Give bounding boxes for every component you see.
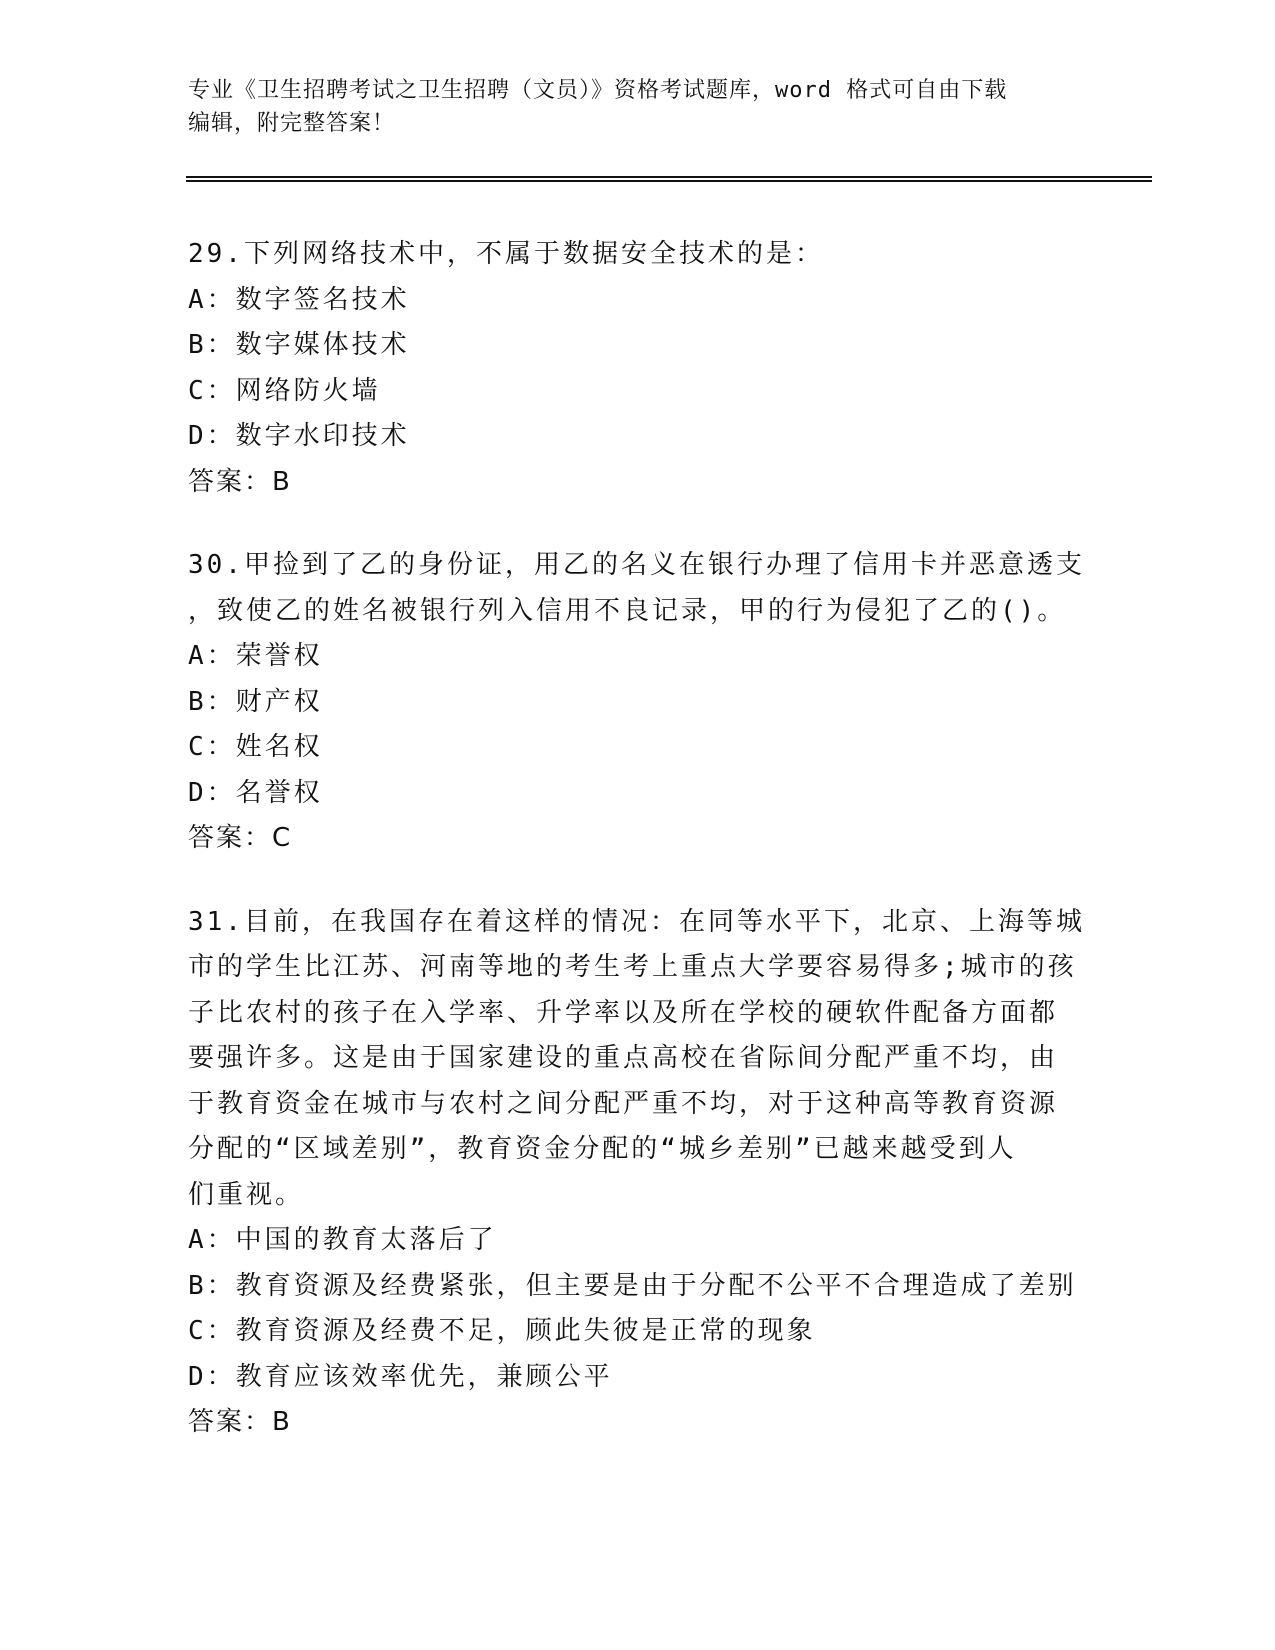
answer-label: 答案：B: [188, 1407, 292, 1437]
question-29: [188, 232, 1088, 505]
option-b: B：数字媒体技术: [188, 330, 410, 360]
option-a: A：数字签名技术: [188, 284, 410, 315]
option-c: C：网络防火墙: [188, 375, 381, 406]
question-31: [188, 900, 1088, 1446]
question-stem-line: 于教育资金在城市与农村之间分配严重不均，对于这种高等教育资源: [188, 1088, 1059, 1119]
question-30: [188, 543, 1088, 862]
document-header: 专业《卫生招聘考试之卫生招聘（文员）》资格考试题库，word 格式可自由下载 编辑，附完整答案！: [188, 78, 1008, 136]
question-stem-line: 分配的“区域差别”，教育资金分配的“城乡差别”已越来越受到人: [188, 1134, 1017, 1164]
question-stem-line: 市的学生比江苏、河南等地的考生考上重点大学要容易得多;城市的孩: [188, 952, 1077, 982]
question-stem-line: ，致使乙的姓名被银行列入信用不良记录，甲的行为侵犯了乙的()。: [188, 595, 1067, 626]
question-stem-line: 30.甲捡到了乙的身份证，用乙的名义在银行办理了信用卡并恶意透支: [188, 550, 1085, 580]
question-stem-line: 29.下列网络技术中，不属于数据安全技术的是：: [188, 239, 824, 269]
question-stem-line: 31.目前，在我国存在着这样的情况：在同等水平下，北京、上海等城: [188, 906, 1085, 937]
question-list: [188, 232, 1088, 1484]
header-double-rule: [186, 176, 1152, 182]
answer-label: 答案：B: [188, 466, 292, 497]
option-d: D：名誉权: [188, 777, 323, 808]
option-c: C：教育资源及经费不足，顾此失彼是正常的现象: [188, 1316, 816, 1346]
option-a: A：荣誉权: [188, 641, 323, 671]
option-a: A：中国的教育太落后了: [188, 1225, 497, 1255]
option-d: D：数字水印技术: [188, 421, 410, 451]
question-stem-line: 要强许多。这是由于国家建设的重点高校在省际间分配严重不均，由: [188, 1043, 1059, 1073]
option-d: D：教育应该效率优先，兼顾公平: [188, 1361, 613, 1392]
question-stem-line: 子比农村的孩子在入学率、升学率以及所在学校的硬软件配备方面都: [188, 997, 1059, 1028]
answer-label: 答案：C: [188, 823, 293, 853]
option-b: B：财产权: [188, 686, 323, 717]
option-b: B：教育资源及经费紧张，但主要是由于分配不公平不合理造成了差别: [188, 1270, 1077, 1301]
option-c: C：姓名权: [188, 732, 323, 762]
question-stem-line: 们重视。: [188, 1179, 305, 1210]
